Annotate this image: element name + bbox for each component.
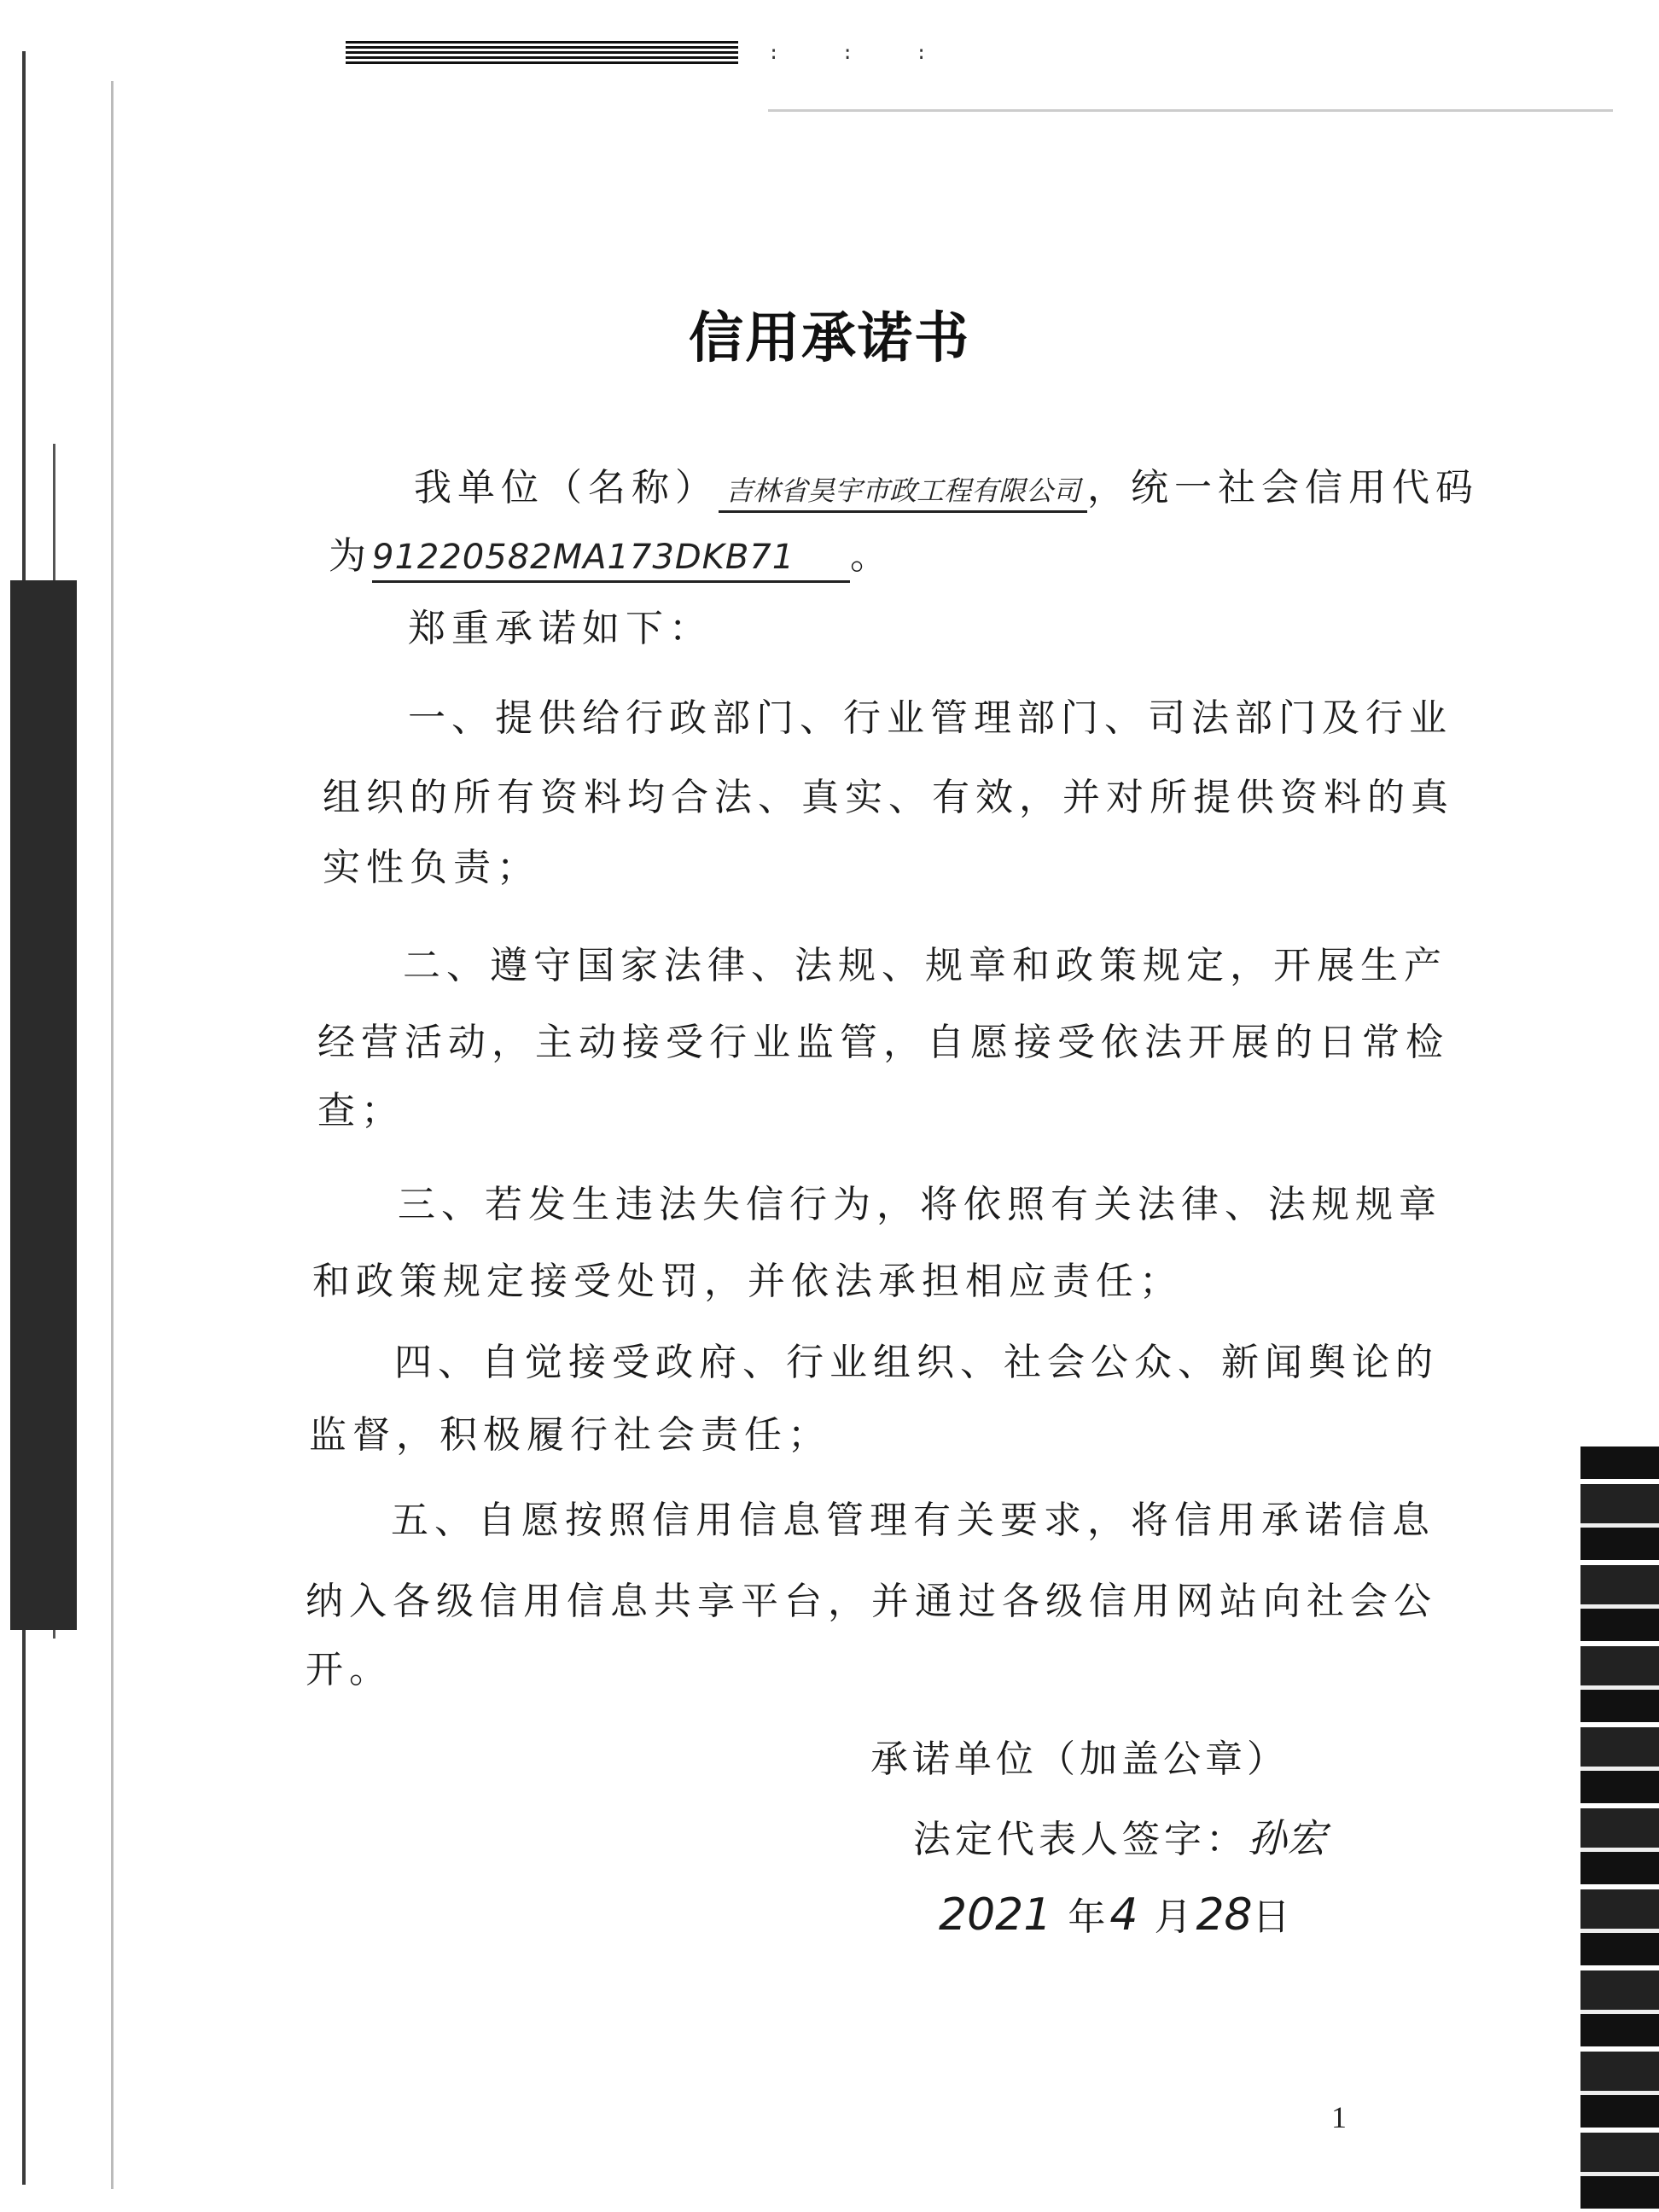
item-4-line-1: 四、自觉接受政府、行业组织、社会公众、新闻舆论的 (394, 1341, 1439, 1384)
promise-unit-label: 承诺单位（加盖公章） (870, 1738, 1289, 1781)
date-year: 2021 (939, 1889, 1052, 1941)
scan-edge-bar-left (10, 580, 77, 1630)
scan-top-artifact (346, 41, 738, 67)
code-suffix: 。 (850, 534, 894, 578)
date-year-char: 年 (1068, 1895, 1110, 1939)
legal-rep-label: 法定代表人签字： (913, 1818, 1248, 1861)
intro-mid: ，统一社会信用代码 (1087, 466, 1480, 509)
scan-edge-bar-right (1580, 1447, 1659, 2212)
item-4-line-2: 监督，积极履行社会责任； (309, 1413, 831, 1457)
page-top-edge (768, 109, 1613, 112)
intro-prefix: 我单位（名称） (414, 466, 719, 509)
date-day-char: 日 (1252, 1895, 1295, 1939)
item-5-line-2: 纳入各级信用信息共享平台，并通过各级信用网站向社会公 (306, 1580, 1437, 1623)
item-2-line-3: 查； (317, 1089, 405, 1132)
page-edge (111, 81, 114, 2189)
credit-code-handwritten: 91220582MA173DKB71 (372, 538, 850, 583)
date-day: 28 (1196, 1889, 1253, 1941)
scan-top-dots: : : : (768, 43, 953, 64)
item-3-line-1: 三、若发生违法失信行为，将依照有关法律、法规规章 (398, 1183, 1442, 1226)
item-5-line-3: 开。 (306, 1648, 393, 1691)
item-5-line-1: 五、自愿按照信用信息管理有关要求，将信用承诺信息 (391, 1499, 1435, 1542)
item-1-line-2: 组织的所有资料均合法、真实、有效，并对所提供资料的真 (323, 776, 1454, 819)
item-2-line-1: 二、遵守国家法律、法规、规章和政策规定，开展生产 (403, 944, 1447, 987)
document-title: 信用承诺书 (689, 307, 970, 370)
intro-line-1 (414, 457, 1479, 513)
date-month-char: 月 (1154, 1895, 1196, 1939)
legal-rep-signature: 孙宏 (1248, 1815, 1326, 1861)
item-3-line-2: 和政策规定接受处罚，并依法承担相应责任； (312, 1260, 1183, 1303)
legal-rep-line (913, 1807, 1326, 1864)
item-1-line-3: 实性负责； (323, 846, 540, 889)
item-2-line-2: 经营活动，主动接受行业监管，自愿接受依法开展的日常检 (317, 1021, 1449, 1064)
company-name-handwritten: 吉林省昊宇市政工程有限公司 (719, 469, 1087, 513)
code-prefix: 为 (329, 534, 372, 578)
date-line (939, 1886, 1295, 1941)
page-number: 1 (1331, 2100, 1347, 2134)
promise-heading: 郑重承诺如下： (408, 607, 713, 650)
date-month: 4 (1109, 1889, 1138, 1941)
item-1-line-1: 一、提供给行政部门、行业管理部门、司法部门及行业 (408, 696, 1452, 740)
intro-line-2 (329, 525, 894, 583)
